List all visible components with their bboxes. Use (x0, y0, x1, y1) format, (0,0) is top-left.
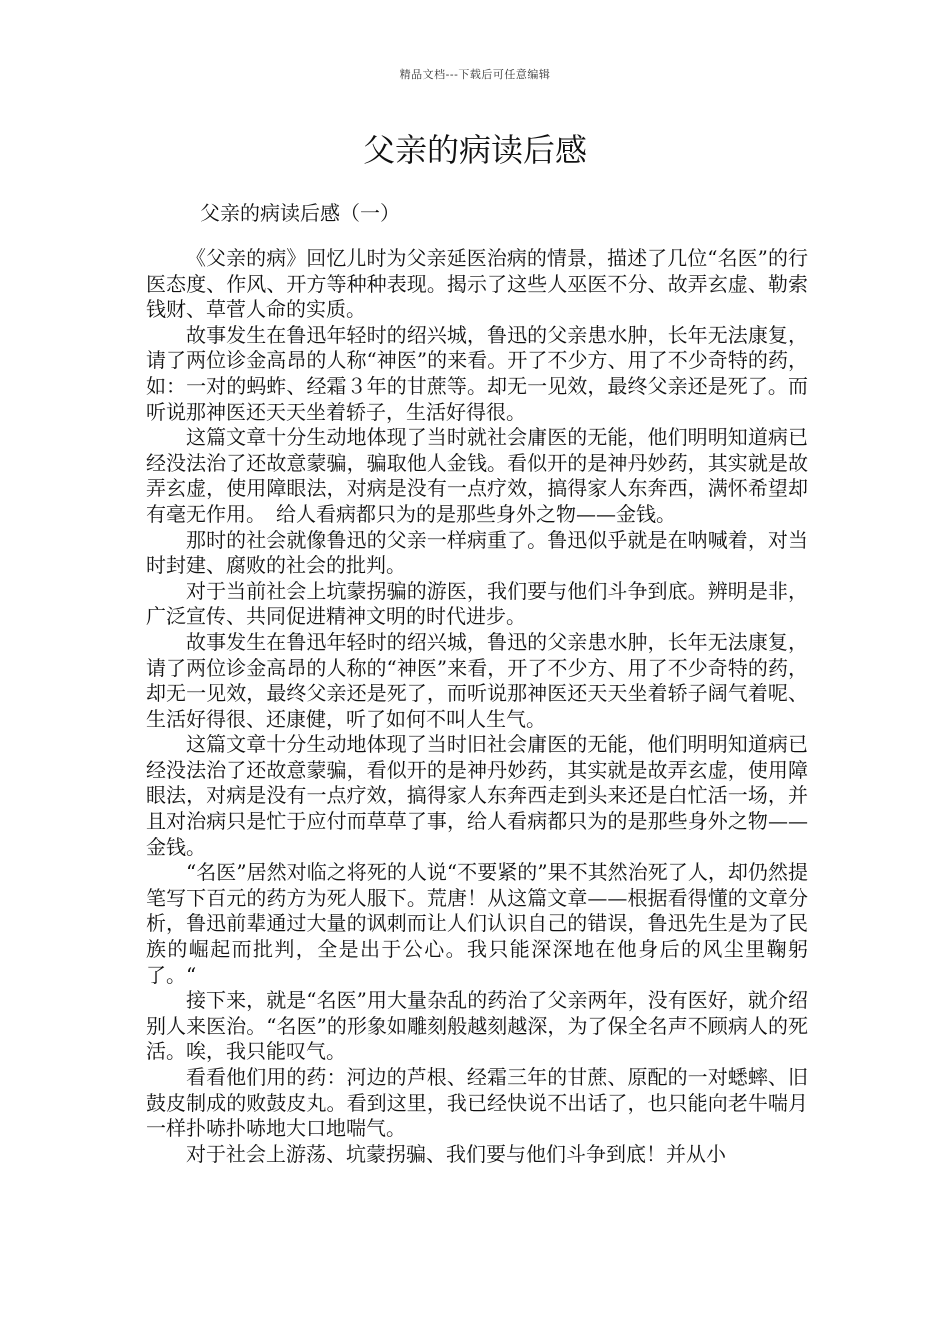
paragraph: 这篇文章十分生动地体现了当时旧社会庸医的无能，他们明明知道病已经没法治了还故意蒙骗，看似开的是神丹妙药，其实就是故弄玄虚，使用障眼法，对病是没有一点疗效，搞得家人东奔西走到头来还是白忙活一场，并且对治病只是忙于应付而草草了事，给人看病都只为的是那些身外之物——金钱。 (146, 732, 808, 859)
paragraph: 接下来，就是“名医”用大量杂乱的药治了父亲两年，没有医好，就介绍别人来医治。“名医”的形象如雕刻般越刻越深，为了保全名声不顾病人的死活。唉，我只能叹气。 (146, 988, 808, 1064)
paragraph: 《父亲的病》回忆儿时为父亲延医治病的情景，描述了几位“名医”的行医态度、作风、开方等种种表现。揭示了这些人巫医不分、故弄玄虚、勒索钱财、草菅人命的实质。 (146, 246, 808, 322)
document-title: 父亲的病读后感 (362, 131, 587, 169)
paragraph: 这篇文章十分生动地体现了当时就社会庸医的无能，他们明明知道病已经没法治了还故意蒙骗，骗取他人金钱。看似开的是神丹妙药，其实就是故弄玄虚，使用障眼法，对病是没有一点疗效，搞得家人东奔西，满怀希望却有毫无作用。 给人看病都只为的是那些身外之物——金钱。 (146, 425, 808, 526)
paragraph: 那时的社会就像鲁迅的父亲一样病重了。鲁迅似乎就是在呐喊着，对当时封建、腐败的社会的批判。 (146, 527, 808, 578)
section-subtitle: 父亲的病读后感（一） (200, 201, 400, 225)
paragraph: 故事发生在鲁迅年轻时的绍兴城，鲁迅的父亲患水肿，长年无法康复，请了两位诊金高昂的人称“神医”的来看。开了不少方、用了不少奇特的药，如：一对的蚂蚱、经霜３年的甘蔗等。却无一见效，最终父亲还是死了。而听说那神医还天天坐着轿子，生活好得很。 (146, 322, 808, 424)
paragraph: “名医”居然对临之将死的人说“不要紧的”果不其然治死了人，却仍然提笔写下百元的药方为死人服下。荒唐！从这篇文章——根据看得懂的文章分析，鲁迅前辈通过大量的讽刺而让人们认识自己的错误，鲁迅先生是为了民族的崛起而批判，全是出于公心。我只能深深地在他身后的风尘里鞠躬了。“ (146, 860, 808, 987)
paragraph: 看看他们用的药：河边的芦根、经霜三年的甘蔗、原配的一对蟋蟀、旧鼓皮制成的败鼓皮丸。看到这里，我已经快说不出话了，也只能向老牛喘月一样扑哧扑哧地大口地喘气。 (146, 1065, 808, 1141)
header-note: 精品文档---下载后可任意编辑 (399, 68, 551, 81)
paragraph: 对于当前社会上坑蒙拐骗的游医，我们要与他们斗争到底。辨明是非，广泛宣传、共同促进精神文明的时代进步。 (146, 578, 808, 629)
paragraph: 对于社会上游荡、坑蒙拐骗、我们要与他们斗争到底！并从小 (186, 1141, 726, 1166)
body-text (146, 246, 808, 1167)
paragraph: 故事发生在鲁迅年轻时的绍兴城，鲁迅的父亲患水肿，长年无法康复，请了两位诊金高昂的人称的“神医”来看，开了不少方、用了不少奇特的药，却无一见效，最终父亲还是死了，而听说那神医还天天坐着轿子阔气着呢、生活好得很、还康健，听了如何不叫人生气。 (146, 629, 808, 731)
